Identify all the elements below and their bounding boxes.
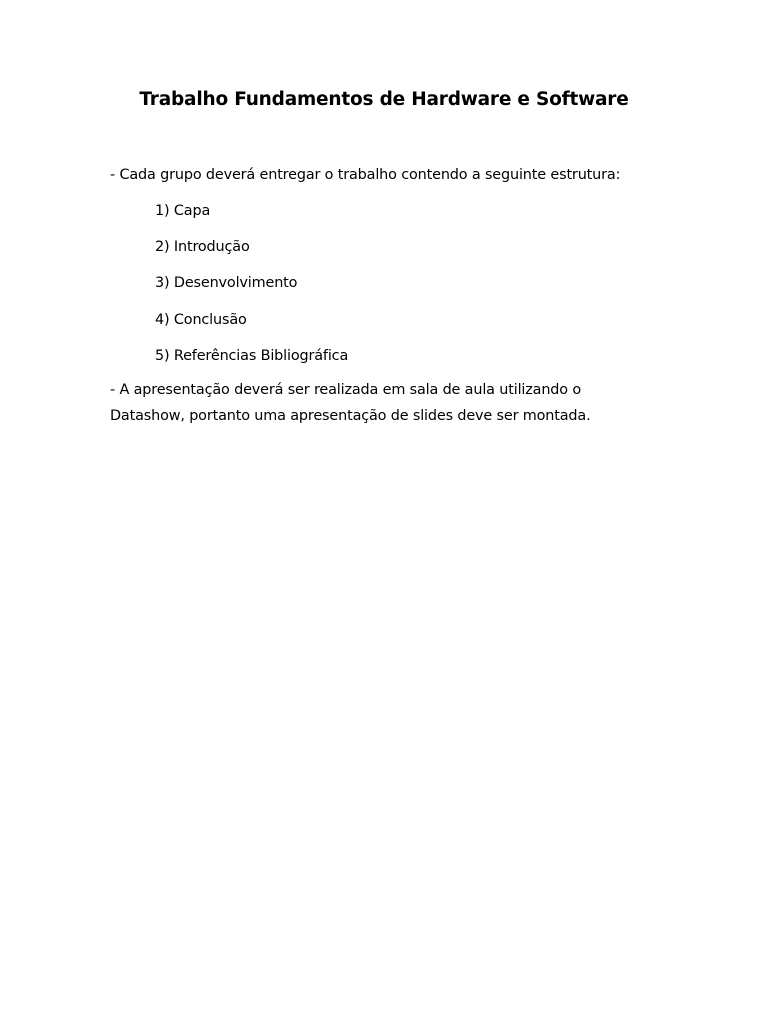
structure-list [155, 199, 348, 380]
list-item-conclusao: 4) Conclusão [155, 311, 247, 328]
intro-paragraph: - Cada grupo deverá entregar o trabalho contendo a seguinte estrutura: [110, 167, 621, 183]
closing-line-1: - A apresentação deverá ser realizada em sala de aula utilizando o [110, 382, 582, 398]
document-title: Trabalho Fundamentos de Hardware e Software [139, 89, 629, 110]
closing-line-2: Datashow, portanto uma apresentação de slides deve ser montada. [110, 407, 591, 424]
list-item-desenvolvimento: 3) Desenvolvimento [155, 275, 298, 292]
list-item-referencias: 5) Referências Bibliográfica [155, 347, 349, 364]
list-item-capa: 1) Capa [155, 203, 211, 219]
closing-paragraph [110, 378, 591, 429]
list-item-introducao: 2) Introdução [155, 239, 250, 256]
